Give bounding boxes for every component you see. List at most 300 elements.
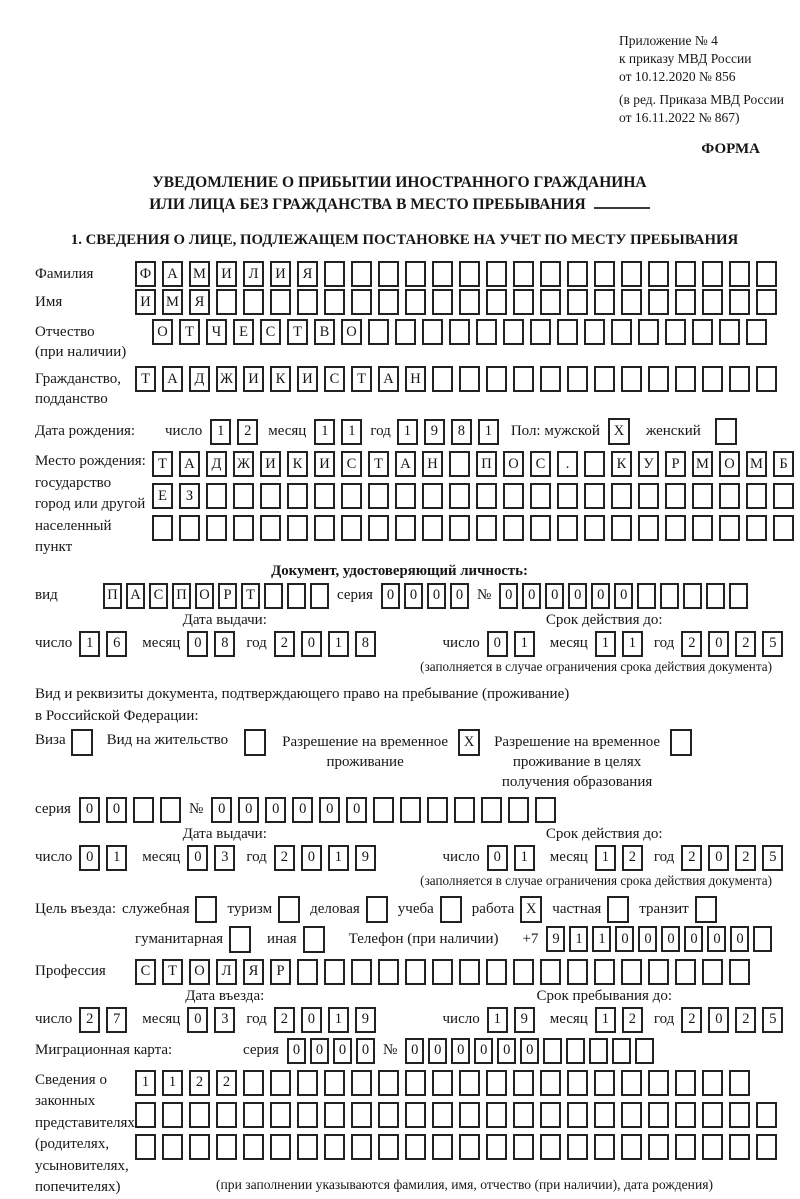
char-cell[interactable] [648,1102,669,1128]
char-cell[interactable]: Ж [233,451,254,477]
char-cell[interactable] [378,1070,399,1096]
char-cell[interactable]: А [378,366,399,392]
char-cell[interactable]: К [611,451,632,477]
char-cell[interactable]: 2 [189,1070,210,1096]
char-cell[interactable] [638,515,659,541]
char-cell[interactable]: 1 [622,631,643,657]
char-cell[interactable] [351,959,372,985]
char-cell[interactable]: 1 [514,845,535,871]
char-cell[interactable] [566,1038,585,1064]
char-cell[interactable] [486,366,507,392]
char-cell[interactable] [692,483,713,509]
char-cell[interactable] [405,289,426,315]
purpose-work-checkbox[interactable]: X [520,896,542,923]
char-cell[interactable] [270,1070,291,1096]
char-cell[interactable]: 0 [106,797,127,823]
char-cell[interactable] [135,1134,156,1160]
char-cell[interactable] [648,1070,669,1096]
char-cell[interactable] [683,583,702,609]
char-cell[interactable]: Ф [135,261,156,287]
char-cell[interactable]: 0 [238,797,259,823]
char-cell[interactable]: И [260,451,281,477]
char-cell[interactable] [400,797,421,823]
char-cell[interactable] [621,289,642,315]
char-cell[interactable] [432,261,453,287]
char-cell[interactable]: 1 [478,419,499,445]
char-cell[interactable] [405,959,426,985]
char-cell[interactable] [702,261,723,287]
char-cell[interactable] [756,366,777,392]
char-cell[interactable]: С [135,959,156,985]
char-cell[interactable] [233,483,254,509]
char-cell[interactable]: 2 [237,419,258,445]
char-cell[interactable]: 0 [591,583,610,609]
char-cell[interactable] [589,1038,608,1064]
char-cell[interactable]: . [557,451,578,477]
char-cell[interactable] [692,319,713,345]
char-cell[interactable] [702,1070,723,1096]
char-cell[interactable] [594,261,615,287]
char-cell[interactable]: Я [243,959,264,985]
char-cell[interactable]: Т [368,451,389,477]
char-cell[interactable]: Т [287,319,308,345]
char-cell[interactable]: О [719,451,740,477]
char-cell[interactable]: 1 [592,926,611,952]
char-cell[interactable]: А [179,451,200,477]
char-cell[interactable] [557,319,578,345]
char-cell[interactable]: 0 [487,845,508,871]
char-cell[interactable]: 2 [735,845,756,871]
char-cell[interactable]: П [103,583,122,609]
char-cell[interactable] [162,1102,183,1128]
char-cell[interactable] [405,1134,426,1160]
char-cell[interactable] [297,1102,318,1128]
char-cell[interactable]: 9 [424,419,445,445]
char-cell[interactable] [341,515,362,541]
char-cell[interactable] [476,319,497,345]
char-cell[interactable] [611,515,632,541]
char-cell[interactable] [540,1102,561,1128]
char-cell[interactable]: 3 [214,845,235,871]
char-cell[interactable] [216,289,237,315]
char-cell[interactable]: 0 [684,926,703,952]
char-cell[interactable] [660,583,679,609]
char-cell[interactable] [567,289,588,315]
char-cell[interactable] [297,1070,318,1096]
char-cell[interactable]: 1 [106,845,127,871]
char-cell[interactable]: 1 [595,845,616,871]
char-cell[interactable] [675,1070,696,1096]
char-cell[interactable]: 2 [622,845,643,871]
char-cell[interactable]: Н [422,451,443,477]
char-cell[interactable] [773,515,794,541]
char-cell[interactable] [216,1102,237,1128]
char-cell[interactable]: 0 [428,1038,447,1064]
purpose-private-checkbox[interactable] [607,896,629,923]
char-cell[interactable]: А [126,583,145,609]
char-cell[interactable]: 0 [301,845,322,871]
char-cell[interactable] [378,959,399,985]
char-cell[interactable]: Т [241,583,260,609]
char-cell[interactable] [476,483,497,509]
char-cell[interactable]: 1 [397,419,418,445]
male-checkbox[interactable]: X [608,418,630,445]
char-cell[interactable] [351,1102,372,1128]
char-cell[interactable] [405,1102,426,1128]
char-cell[interactable] [648,261,669,287]
char-cell[interactable] [648,366,669,392]
char-cell[interactable] [621,366,642,392]
char-cell[interactable]: 7 [106,1007,127,1033]
char-cell[interactable] [557,483,578,509]
char-cell[interactable] [486,289,507,315]
char-cell[interactable]: И [314,451,335,477]
char-cell[interactable]: Р [270,959,291,985]
char-cell[interactable] [135,1102,156,1128]
char-cell[interactable] [206,483,227,509]
char-cell[interactable] [459,1102,480,1128]
purpose-official-checkbox[interactable] [195,896,217,923]
char-cell[interactable] [621,959,642,985]
char-cell[interactable] [152,515,173,541]
char-cell[interactable]: И [216,261,237,287]
char-cell[interactable]: 2 [681,631,702,657]
char-cell[interactable]: М [746,451,767,477]
char-cell[interactable] [459,959,480,985]
char-cell[interactable]: 2 [681,845,702,871]
char-cell[interactable]: 1 [328,631,349,657]
char-cell[interactable] [324,959,345,985]
char-cell[interactable] [729,1102,750,1128]
char-cell[interactable]: 1 [595,631,616,657]
char-cell[interactable] [486,1134,507,1160]
char-cell[interactable]: 0 [356,1038,375,1064]
char-cell[interactable]: Я [189,289,210,315]
char-cell[interactable]: 0 [451,1038,470,1064]
char-cell[interactable] [675,366,696,392]
char-cell[interactable] [405,1070,426,1096]
char-cell[interactable] [459,261,480,287]
char-cell[interactable] [486,1070,507,1096]
char-cell[interactable]: А [162,261,183,287]
female-checkbox[interactable] [715,418,737,445]
char-cell[interactable] [133,797,154,823]
char-cell[interactable]: 9 [355,1007,376,1033]
char-cell[interactable]: 0 [79,797,100,823]
char-cell[interactable] [513,366,534,392]
char-cell[interactable]: 0 [187,631,208,657]
char-cell[interactable] [675,261,696,287]
char-cell[interactable] [260,515,281,541]
char-cell[interactable]: О [189,959,210,985]
char-cell[interactable]: Т [135,366,156,392]
char-cell[interactable]: 6 [106,631,127,657]
char-cell[interactable]: 0 [615,926,634,952]
char-cell[interactable] [459,1134,480,1160]
char-cell[interactable]: Т [162,959,183,985]
char-cell[interactable]: 0 [287,1038,306,1064]
char-cell[interactable] [324,1102,345,1128]
char-cell[interactable]: З [179,483,200,509]
char-cell[interactable] [611,319,632,345]
char-cell[interactable]: Е [152,483,173,509]
char-cell[interactable] [567,1134,588,1160]
char-cell[interactable] [432,1102,453,1128]
char-cell[interactable] [162,1134,183,1160]
char-cell[interactable] [287,583,306,609]
char-cell[interactable] [692,515,713,541]
char-cell[interactable] [459,289,480,315]
char-cell[interactable] [584,451,605,477]
char-cell[interactable] [638,319,659,345]
char-cell[interactable]: 0 [301,1007,322,1033]
char-cell[interactable] [270,289,291,315]
char-cell[interactable]: И [243,366,264,392]
char-cell[interactable] [648,1134,669,1160]
char-cell[interactable] [665,319,686,345]
char-cell[interactable] [351,289,372,315]
char-cell[interactable]: 0 [499,583,518,609]
char-cell[interactable]: 2 [274,631,295,657]
char-cell[interactable]: А [395,451,416,477]
char-cell[interactable] [427,797,448,823]
char-cell[interactable] [432,1070,453,1096]
char-cell[interactable]: М [189,261,210,287]
char-cell[interactable]: 2 [735,1007,756,1033]
char-cell[interactable]: И [135,289,156,315]
char-cell[interactable]: С [530,451,551,477]
char-cell[interactable] [648,289,669,315]
char-cell[interactable]: С [260,319,281,345]
char-cell[interactable]: Б [773,451,794,477]
char-cell[interactable] [702,289,723,315]
char-cell[interactable] [459,1070,480,1096]
char-cell[interactable]: Т [351,366,372,392]
char-cell[interactable] [341,483,362,509]
char-cell[interactable]: 0 [187,1007,208,1033]
char-cell[interactable]: 8 [355,631,376,657]
char-cell[interactable]: Ч [206,319,227,345]
char-cell[interactable]: Т [179,319,200,345]
char-cell[interactable]: 0 [211,797,232,823]
char-cell[interactable]: 8 [451,419,472,445]
char-cell[interactable] [594,1102,615,1128]
char-cell[interactable] [584,515,605,541]
char-cell[interactable] [378,1102,399,1128]
char-cell[interactable] [449,451,470,477]
char-cell[interactable] [729,583,748,609]
char-cell[interactable] [503,319,524,345]
char-cell[interactable]: 2 [216,1070,237,1096]
char-cell[interactable] [378,1134,399,1160]
char-cell[interactable] [746,319,767,345]
char-cell[interactable] [243,1070,264,1096]
char-cell[interactable] [621,1070,642,1096]
char-cell[interactable]: 2 [274,1007,295,1033]
char-cell[interactable] [476,515,497,541]
char-cell[interactable] [594,1070,615,1096]
char-cell[interactable]: 2 [735,631,756,657]
char-cell[interactable] [260,483,281,509]
char-cell[interactable]: 0 [319,797,340,823]
char-cell[interactable]: С [324,366,345,392]
char-cell[interactable] [243,289,264,315]
char-cell[interactable] [351,1134,372,1160]
char-cell[interactable]: 0 [522,583,541,609]
char-cell[interactable] [216,1134,237,1160]
char-cell[interactable]: 2 [274,845,295,871]
char-cell[interactable] [648,959,669,985]
char-cell[interactable] [675,959,696,985]
char-cell[interactable] [702,366,723,392]
char-cell[interactable] [729,289,750,315]
char-cell[interactable] [297,289,318,315]
char-cell[interactable] [594,366,615,392]
char-cell[interactable]: 1 [341,419,362,445]
char-cell[interactable] [310,583,329,609]
char-cell[interactable]: С [341,451,362,477]
char-cell[interactable] [432,1134,453,1160]
char-cell[interactable]: 5 [762,631,783,657]
char-cell[interactable] [675,289,696,315]
char-cell[interactable]: 0 [661,926,680,952]
char-cell[interactable] [543,1038,562,1064]
char-cell[interactable] [422,483,443,509]
char-cell[interactable]: П [172,583,191,609]
purpose-transit-checkbox[interactable] [695,896,717,923]
char-cell[interactable] [729,959,750,985]
char-cell[interactable] [368,515,389,541]
char-cell[interactable]: 2 [79,1007,100,1033]
char-cell[interactable] [422,515,443,541]
char-cell[interactable]: 0 [708,845,729,871]
char-cell[interactable] [665,515,686,541]
char-cell[interactable] [179,515,200,541]
char-cell[interactable] [395,483,416,509]
char-cell[interactable] [324,1070,345,1096]
char-cell[interactable]: 1 [314,419,335,445]
char-cell[interactable] [378,289,399,315]
char-cell[interactable] [594,1134,615,1160]
purpose-humanitarian-checkbox[interactable] [229,926,251,953]
char-cell[interactable] [729,261,750,287]
char-cell[interactable]: 0 [708,1007,729,1033]
char-cell[interactable] [513,959,534,985]
char-cell[interactable] [746,515,767,541]
char-cell[interactable]: 0 [346,797,367,823]
char-cell[interactable]: 1 [79,631,100,657]
char-cell[interactable]: У [638,451,659,477]
char-cell[interactable] [611,483,632,509]
char-cell[interactable] [486,261,507,287]
char-cell[interactable] [449,515,470,541]
char-cell[interactable] [621,1134,642,1160]
char-cell[interactable] [432,289,453,315]
char-cell[interactable]: 0 [730,926,749,952]
char-cell[interactable] [459,366,480,392]
char-cell[interactable]: С [149,583,168,609]
char-cell[interactable]: М [162,289,183,315]
char-cell[interactable]: 9 [514,1007,535,1033]
char-cell[interactable]: 0 [450,583,469,609]
char-cell[interactable] [729,1134,750,1160]
char-cell[interactable] [243,1134,264,1160]
char-cell[interactable]: 1 [487,1007,508,1033]
char-cell[interactable] [432,959,453,985]
char-cell[interactable] [706,583,725,609]
char-cell[interactable]: 1 [135,1070,156,1096]
char-cell[interactable] [513,261,534,287]
char-cell[interactable] [432,366,453,392]
char-cell[interactable] [324,289,345,315]
char-cell[interactable]: Н [405,366,426,392]
visa-checkbox[interactable] [71,729,93,756]
char-cell[interactable] [405,261,426,287]
char-cell[interactable]: 2 [622,1007,643,1033]
char-cell[interactable] [449,483,470,509]
char-cell[interactable]: 0 [265,797,286,823]
char-cell[interactable] [567,1070,588,1096]
char-cell[interactable] [773,483,794,509]
char-cell[interactable] [351,1070,372,1096]
char-cell[interactable] [378,261,399,287]
char-cell[interactable] [503,515,524,541]
char-cell[interactable] [756,1134,777,1160]
char-cell[interactable]: 9 [355,845,376,871]
char-cell[interactable]: 1 [328,845,349,871]
char-cell[interactable] [675,1102,696,1128]
char-cell[interactable]: Ж [216,366,237,392]
char-cell[interactable] [530,319,551,345]
char-cell[interactable] [753,926,772,952]
char-cell[interactable]: 0 [404,583,423,609]
char-cell[interactable] [756,1102,777,1128]
char-cell[interactable] [567,959,588,985]
char-cell[interactable] [756,289,777,315]
char-cell[interactable] [638,483,659,509]
char-cell[interactable]: 5 [762,1007,783,1033]
char-cell[interactable]: О [503,451,524,477]
char-cell[interactable] [567,366,588,392]
char-cell[interactable]: О [152,319,173,345]
char-cell[interactable]: 0 [405,1038,424,1064]
char-cell[interactable]: 0 [292,797,313,823]
char-cell[interactable] [297,1134,318,1160]
char-cell[interactable] [513,289,534,315]
char-cell[interactable] [719,483,740,509]
char-cell[interactable] [270,1102,291,1128]
char-cell[interactable]: Я [297,261,318,287]
char-cell[interactable]: 1 [595,1007,616,1033]
char-cell[interactable]: Р [218,583,237,609]
char-cell[interactable]: И [270,261,291,287]
char-cell[interactable]: 8 [214,631,235,657]
char-cell[interactable] [314,515,335,541]
char-cell[interactable]: И [297,366,318,392]
char-cell[interactable]: Р [665,451,686,477]
char-cell[interactable]: Д [206,451,227,477]
purpose-tourism-checkbox[interactable] [278,896,300,923]
char-cell[interactable] [422,319,443,345]
char-cell[interactable] [189,1134,210,1160]
char-cell[interactable]: Л [243,261,264,287]
char-cell[interactable]: Е [233,319,254,345]
purpose-other-checkbox[interactable] [303,926,325,953]
char-cell[interactable]: 0 [707,926,726,952]
char-cell[interactable] [621,261,642,287]
char-cell[interactable] [243,1102,264,1128]
char-cell[interactable] [160,797,181,823]
